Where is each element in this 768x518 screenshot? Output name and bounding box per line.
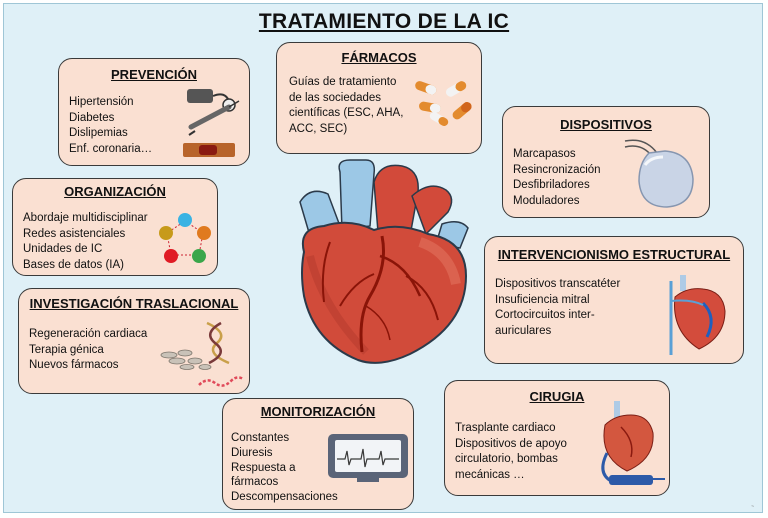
list-item: fármacos (231, 476, 279, 489)
list-item: Redes asistenciales (23, 227, 126, 240)
box-title-organizacion: ORGANIZACIÓN (64, 184, 166, 199)
list-item: Regeneración cardiaca (29, 328, 148, 340)
list-item: Respuesta a (231, 461, 296, 474)
list-item: Dispositivos de apoyo (455, 437, 567, 450)
box-title-dispositivos: DISPOSITIVOS (560, 117, 652, 132)
page-title: TRATAMIENTO DE LA IC (258, 10, 510, 33)
list-item: ACC, SEC) (289, 122, 348, 135)
blood-pressure-syringe-icon (181, 85, 245, 163)
list-item: Desfibriladores (513, 179, 590, 191)
list-item: Terapia génica (29, 343, 104, 356)
box-farmacos (276, 42, 482, 154)
box-investigacion (18, 288, 250, 394)
list-item: Guías de tratamiento (289, 76, 397, 88)
box-prevencion (58, 58, 250, 166)
list-item: mecánicas … (455, 468, 525, 481)
list-item: Insuficiencia mitral (495, 293, 590, 306)
list-item: científicas (ESC, AHA, (289, 107, 404, 119)
list-item: circulatorio, bombas (455, 453, 558, 465)
list-item: Unidades de IC (23, 243, 103, 255)
network-circles-icon (155, 211, 215, 271)
list-item: Marcapasos (513, 148, 576, 160)
heart-icon (270, 156, 490, 371)
box-title-farmacos: FÁRMACOS (341, 50, 417, 65)
pills-icon (411, 77, 477, 127)
signature: ~ (751, 504, 754, 510)
list-item: Cortocircuitos inter- (495, 309, 595, 321)
box-title-prevencion: PREVENCIÓN (111, 67, 197, 82)
list-item: Descompensaciones (231, 491, 338, 504)
list-item: Nuevos fármacos (29, 359, 119, 371)
box-title-investigacion: INVESTIGACIÓN TRASLACIONAL (29, 296, 239, 311)
list-item: Diuresis (231, 446, 273, 459)
box-monitorizacion (222, 398, 414, 510)
dna-cells-icon (159, 319, 245, 391)
box-title-intervencionismo: INTERVENCIONISMO ESTRUCTURAL (497, 247, 731, 262)
list-item: Resincronización (513, 163, 601, 176)
pacemaker-icon (621, 135, 707, 215)
list-item: Hipertensión (69, 96, 134, 108)
list-item: Moduladores (513, 194, 580, 207)
box-title-cirugia: CIRUGIA (529, 389, 585, 404)
list-item: Dispositivos transcatéter (495, 278, 621, 290)
box-dispositivos (502, 106, 710, 218)
list-item: Bases de datos (IA) (23, 258, 124, 271)
box-organizacion (12, 178, 218, 276)
lvad-heart-icon (591, 397, 667, 493)
list-item: de las sociedades (289, 91, 382, 104)
box-cirugia (444, 380, 670, 496)
list-item: Constantes (231, 432, 290, 444)
list-item: Dislipemias (69, 127, 128, 139)
box-title-monitorizacion: MONITORIZACIÓN (260, 404, 376, 419)
box-intervencionismo (484, 236, 744, 364)
list-item: Diabetes (69, 111, 115, 124)
list-item: auriculares (495, 324, 552, 337)
list-item: Trasplante cardiaco (455, 422, 556, 434)
ecg-monitor-icon (327, 433, 409, 483)
list-item: Abordaje multidisciplinar (23, 212, 148, 224)
list-item: Enf. coronaria… (69, 142, 153, 155)
catheter-heart-icon (663, 271, 733, 359)
